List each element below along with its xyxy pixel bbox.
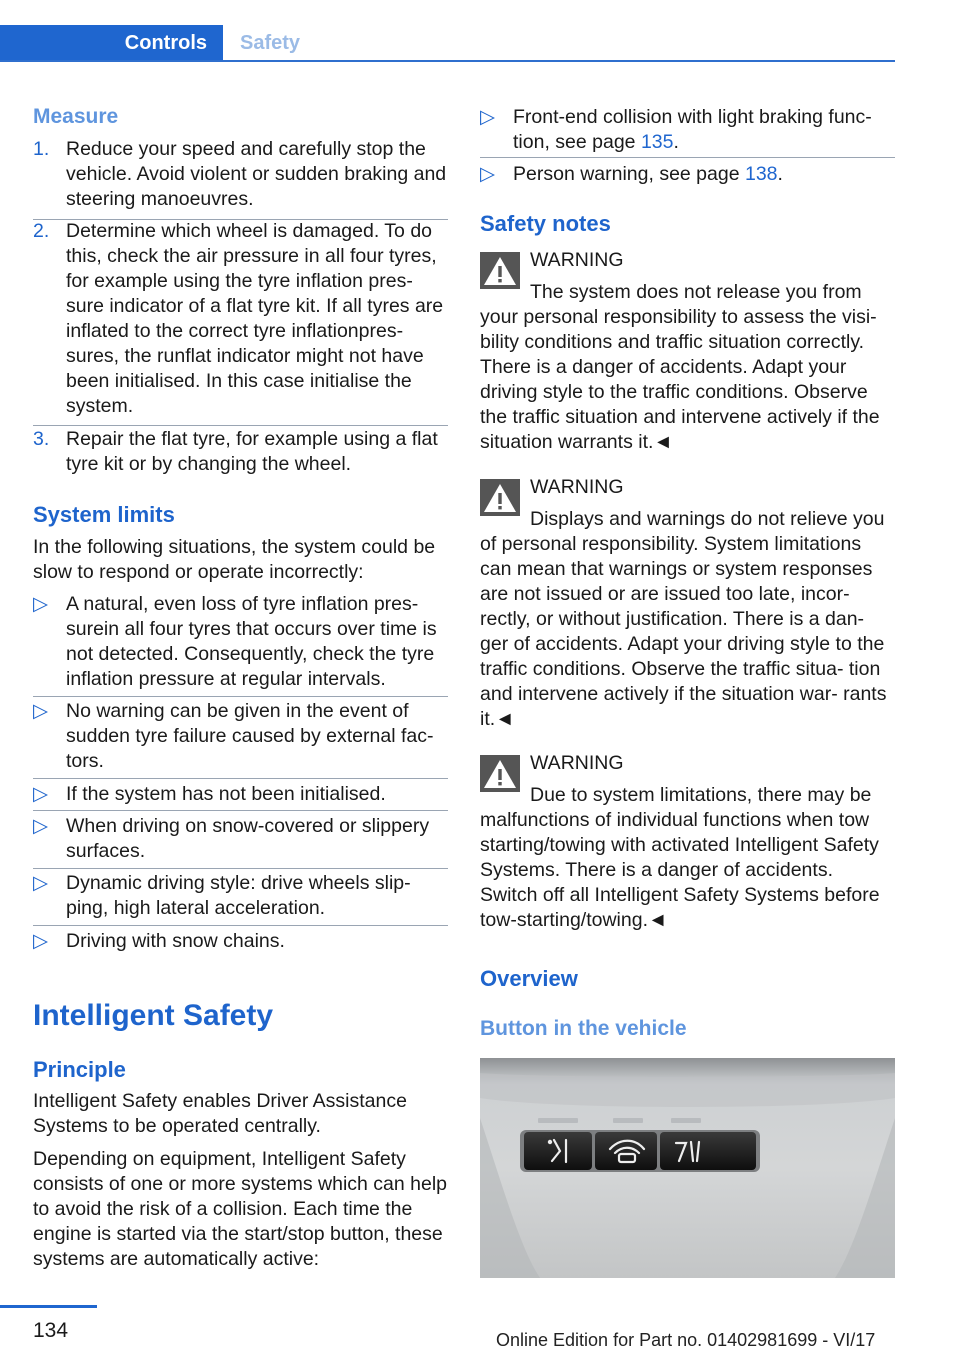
warning-title: WARNING <box>530 249 624 271</box>
button-panel-image <box>480 1058 895 1278</box>
system-item <box>480 105 895 155</box>
safety-notes-heading: Safety notes <box>480 211 611 236</box>
bullet-icon: ▷ <box>33 815 48 837</box>
item-end: . <box>777 163 783 185</box>
warning-text: your personal responsibility to assess the visi‐ bility conditions and traffic situation correctly. There is a danger of accidents. Adapt your driving style to the traffic conditions. Observe the traffic situation and intervene actively if the situation warrants it.◄ <box>480 306 880 453</box>
divider <box>33 425 448 426</box>
header-tabs <box>0 25 895 63</box>
limit-item <box>33 782 448 807</box>
limit-text: When driving on snow-covered or slippery surfaces. <box>66 815 430 862</box>
bullet-icon: ▷ <box>480 106 495 128</box>
step-number: 2. <box>33 220 50 242</box>
overview-heading: Overview <box>480 966 578 991</box>
header-rule <box>0 60 895 62</box>
limit-text: No warning can be given in the event of sudden tyre failure caused by external fac‐ tors. <box>66 700 434 772</box>
warning-block <box>480 475 895 732</box>
tab-safety[interactable]: Safety <box>240 32 301 54</box>
warning-title: WARNING <box>530 752 624 774</box>
divider <box>33 696 448 697</box>
limit-item <box>33 592 448 692</box>
limit-item <box>33 929 448 954</box>
limit-text: Dynamic driving style: drive wheels slip‐ ping, high lateral acceleration. <box>66 872 411 919</box>
intelligent-safety-heading: Intelligent Safety <box>33 999 274 1032</box>
system-item <box>480 162 895 187</box>
divider <box>33 778 448 779</box>
warning-text: malfunctions of individual functions when tow starting/towing with activated Intelligent Safety Systems. There is a danger of accidents. Switch off all Intelligent Safety Systems before tow-starting/towing.◄ <box>480 809 880 931</box>
system-limits-intro: In the following situations, the system could be slow to respond or operate incorrectly: <box>33 536 436 583</box>
vehicle-button-photo <box>480 1058 895 1278</box>
bullet-icon: ▷ <box>33 700 48 722</box>
bullet-icon: ▷ <box>33 783 48 805</box>
measure-step <box>33 427 448 477</box>
limit-text: Driving with snow chains. <box>66 930 285 952</box>
warning-triangle-icon <box>480 252 520 289</box>
edition-note: Online Edition for Part no. 01402981699 - VI/17 <box>496 1330 876 1350</box>
footer-rule <box>0 1305 97 1308</box>
limit-text: A natural, even loss of tyre inflation pres‐ surein all four tyres that occurs over time is not detected. Consequently, check the tyre inflation pressure at regular intervals. <box>66 593 437 690</box>
principle-heading: Principle <box>33 1057 126 1082</box>
divider <box>33 810 448 811</box>
limit-item <box>33 871 448 921</box>
step-number: 1. <box>33 138 50 160</box>
principle-paragraph: Intelligent Safety enables Driver Assistance Systems to be operated centrally. <box>33 1090 407 1137</box>
warning-triangle-icon <box>480 479 520 516</box>
measure-heading: Measure <box>33 105 119 128</box>
item-text: Front-end collision with light braking func‐ tion, see page <box>513 106 872 153</box>
warning-block <box>480 751 895 933</box>
measure-step <box>33 137 448 212</box>
bullet-icon: ▷ <box>33 930 48 952</box>
page-link[interactable]: 138 <box>744 163 778 185</box>
item-end: . <box>673 131 679 153</box>
step-text: Determine which wheel is damaged. To do this, check the air pressure in all four tyres, for example using the tyre inflation pres‐ sure indicator of a flat tyre kit. If all tyres are inflated to the correct tyre inflationpres‐ sures, the runflat indicator might not have been initialised. In this case initialise the system. <box>66 220 444 417</box>
page-link[interactable]: 135 <box>640 131 674 153</box>
warning-first-line: Due to system limitations, there may be <box>530 784 872 806</box>
item-text: Person warning, see page <box>513 163 745 185</box>
warning-first-line: Displays and warnings do not relieve you <box>530 508 885 530</box>
bullet-icon: ▷ <box>33 593 48 615</box>
limit-item <box>33 699 448 774</box>
warning-block <box>480 248 895 455</box>
divider <box>480 157 895 158</box>
principle-paragraph: Depending on equipment, Intelligent Safety consists of one or more systems which can help to avoid the risk of a collision. Each time the engine is started via the start/stop button, these systems are automatically active: <box>33 1148 448 1270</box>
tab-controls[interactable]: Controls <box>0 25 223 62</box>
system-limits-heading: System limits <box>33 502 175 527</box>
limit-text: If the system has not been initialised. <box>66 783 386 805</box>
warning-title: WARNING <box>530 476 624 498</box>
limit-item <box>33 814 448 864</box>
warning-triangle-icon <box>480 755 520 792</box>
step-number: 3. <box>33 428 50 450</box>
bullet-icon: ▷ <box>480 163 495 185</box>
divider <box>33 925 448 926</box>
warning-first-line: The system does not release you from <box>530 281 862 303</box>
warning-text: of personal responsibility. System limitations can mean that warnings or system responses are not issued or are issued too late, incor‐ rectly, or without justification. There is a dan‐ ger of accidents. Adapt your driving style to the traffic conditions. Observe the traffic situa‐ tion and intervene actively if the situation war‐ rants it.◄ <box>480 533 887 730</box>
step-text: Reduce your speed and carefully stop the vehicle. Avoid violent or sudden braking and steering manoeuvres. <box>66 138 447 210</box>
button-heading: Button in the vehicle <box>480 1017 687 1040</box>
step-text: Repair the flat tyre, for example using a flat tyre kit or by changing the wheel. <box>66 428 438 475</box>
bullet-icon: ▷ <box>33 872 48 894</box>
divider <box>33 868 448 869</box>
page-number: 134 <box>33 1319 69 1342</box>
measure-step <box>33 219 448 419</box>
